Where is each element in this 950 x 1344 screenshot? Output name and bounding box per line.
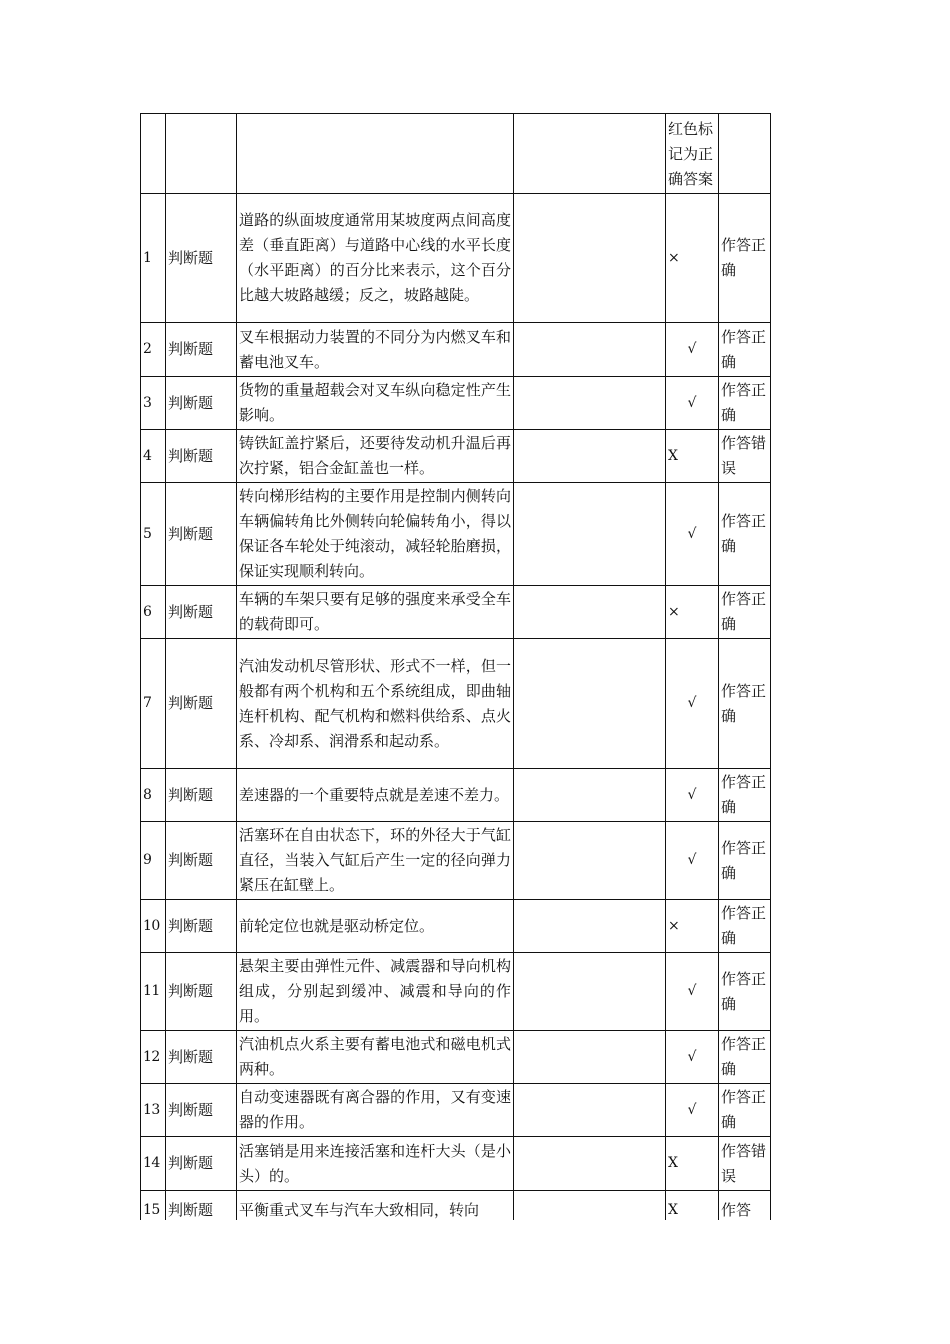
question-text: 平衡重式叉车与汽车大致相同，转向 [237, 1191, 514, 1221]
question-number: 11 [141, 953, 166, 1031]
table-row [141, 900, 771, 953]
question-type: 判断题 [166, 194, 237, 323]
answer-note: 红色标记为正确答案 [668, 120, 714, 188]
question-text: 铸铁缸盖拧紧后，还要待发动机升温后再次拧紧，铝合金缸盖也一样。 [237, 430, 514, 483]
question-text: 道路的纵面坡度通常用某坡度两点间高度差（垂直距离）与道路中心线的水平长度（水平距离）的百分比来表示，这个百分比越大坡路越缓；反之，坡路越陡。 [237, 194, 514, 323]
header-cell-type [166, 114, 237, 194]
table-row [141, 1137, 771, 1191]
result-text: 作答 [719, 1191, 771, 1221]
answer-mark: √ [666, 483, 719, 586]
blank-cell [514, 1191, 666, 1221]
header-cell-no [141, 114, 166, 194]
question-text: 汽油机点火系主要有蓄电池式和磁电机式两种。 [237, 1031, 514, 1084]
answer-mark: × [666, 194, 719, 323]
blank-cell [514, 323, 666, 377]
result-text: 作答错误 [719, 1137, 771, 1191]
table-row [141, 953, 771, 1031]
question-text: 活塞环在自由状态下，环的外径大于气缸直径，当装入气缸后产生一定的径向弹力紧压在缸壁上。 [237, 822, 514, 900]
question-number: 3 [141, 377, 166, 430]
question-type: 判断题 [166, 639, 237, 769]
result-text: 作答正确 [719, 769, 771, 822]
blank-cell [514, 1084, 666, 1137]
question-text: 叉车根据动力装置的不同分为内燃叉车和蓄电池叉车。 [237, 323, 514, 377]
answer-sheet [140, 113, 772, 1220]
table-row [141, 377, 771, 430]
question-text: 车辆的车架只要有足够的强度来承受全车的载荷即可。 [237, 586, 514, 639]
question-number: 10 [141, 900, 166, 953]
table-row [141, 586, 771, 639]
result-text: 作答正确 [719, 1084, 771, 1137]
table-row [141, 769, 771, 822]
question-type: 判断题 [166, 483, 237, 586]
blank-cell [514, 900, 666, 953]
blank-cell [514, 1031, 666, 1084]
table-row [141, 483, 771, 586]
question-table [140, 113, 771, 1220]
header-cell-result [719, 114, 771, 194]
question-type: 判断题 [166, 586, 237, 639]
question-text: 自动变速器既有离合器的作用，又有变速器的作用。 [237, 1084, 514, 1137]
blank-cell [514, 377, 666, 430]
question-type: 判断题 [166, 1191, 237, 1221]
question-number: 9 [141, 822, 166, 900]
question-text: 货物的重量超载会对叉车纵向稳定性产生影响。 [237, 377, 514, 430]
result-text: 作答错误 [719, 430, 771, 483]
blank-cell [514, 194, 666, 323]
blank-cell [514, 430, 666, 483]
answer-mark: √ [666, 822, 719, 900]
table-row [141, 639, 771, 769]
answer-mark: √ [666, 377, 719, 430]
answer-mark: X [666, 1191, 719, 1221]
answer-mark: X [666, 430, 719, 483]
result-text: 作答正确 [719, 900, 771, 953]
blank-cell [514, 953, 666, 1031]
answer-mark: √ [666, 769, 719, 822]
table-row [141, 194, 771, 323]
table-row [141, 1084, 771, 1137]
question-number: 7 [141, 639, 166, 769]
header-cell-answer-note [666, 114, 719, 194]
blank-cell [514, 769, 666, 822]
result-text: 作答正确 [719, 1031, 771, 1084]
question-text: 前轮定位也就是驱动桥定位。 [237, 900, 514, 953]
question-number: 6 [141, 586, 166, 639]
question-type: 判断题 [166, 953, 237, 1031]
question-type: 判断题 [166, 769, 237, 822]
result-text: 作答正确 [719, 483, 771, 586]
result-text: 作答正确 [719, 586, 771, 639]
table-row [141, 822, 771, 900]
blank-cell [514, 1137, 666, 1191]
table-row [141, 1031, 771, 1084]
question-type: 判断题 [166, 377, 237, 430]
answer-mark: X [666, 1137, 719, 1191]
question-text: 差速器的一个重要特点就是差速不差力。 [237, 769, 514, 822]
header-cell-question [237, 114, 514, 194]
result-text: 作答正确 [719, 953, 771, 1031]
answer-mark: √ [666, 1084, 719, 1137]
blank-cell [514, 639, 666, 769]
result-text: 作答正确 [719, 377, 771, 430]
blank-cell [514, 586, 666, 639]
question-text: 汽油发动机尽管形状、形式不一样，但一般都有两个机构和五个系统组成，即曲轴连杆机构、配气机构和燃料供给系、点火系、冷却系、润滑系和起动系。 [237, 639, 514, 769]
question-text: 活塞销是用来连接活塞和连杆大头（是小头）的。 [237, 1137, 514, 1191]
table-row [141, 323, 771, 377]
result-text: 作答正确 [719, 194, 771, 323]
question-type: 判断题 [166, 1031, 237, 1084]
question-number: 8 [141, 769, 166, 822]
question-number: 14 [141, 1137, 166, 1191]
result-text: 作答正确 [719, 822, 771, 900]
answer-mark: √ [666, 323, 719, 377]
table-row [141, 1191, 771, 1221]
question-type: 判断题 [166, 1084, 237, 1137]
answer-mark: √ [666, 1031, 719, 1084]
result-text: 作答正确 [719, 323, 771, 377]
question-number: 4 [141, 430, 166, 483]
result-text: 作答正确 [719, 639, 771, 769]
question-number: 1 [141, 194, 166, 323]
question-number: 15 [141, 1191, 166, 1221]
question-type: 判断题 [166, 323, 237, 377]
question-text: 转向梯形结构的主要作用是控制内侧转向车辆偏转角比外侧转向轮偏转角小，得以保证各车轮处于纯滚动，减轻轮胎磨损，保证实现顺利转向。 [237, 483, 514, 586]
answer-mark: √ [666, 953, 719, 1031]
answer-mark: √ [666, 639, 719, 769]
question-number: 5 [141, 483, 166, 586]
header-row [141, 114, 771, 194]
blank-cell [514, 822, 666, 900]
question-type: 判断题 [166, 900, 237, 953]
answer-mark: × [666, 900, 719, 953]
header-cell-blank [514, 114, 666, 194]
question-type: 判断题 [166, 430, 237, 483]
question-number: 13 [141, 1084, 166, 1137]
question-type: 判断题 [166, 822, 237, 900]
blank-cell [514, 483, 666, 586]
question-text: 悬架主要由弹性元件、减震器和导向机构组成，分别起到缓冲、减震和导向的作用。 [237, 953, 514, 1031]
question-number: 12 [141, 1031, 166, 1084]
answer-mark: × [666, 586, 719, 639]
table-row [141, 430, 771, 483]
question-type: 判断题 [166, 1137, 237, 1191]
question-number: 2 [141, 323, 166, 377]
